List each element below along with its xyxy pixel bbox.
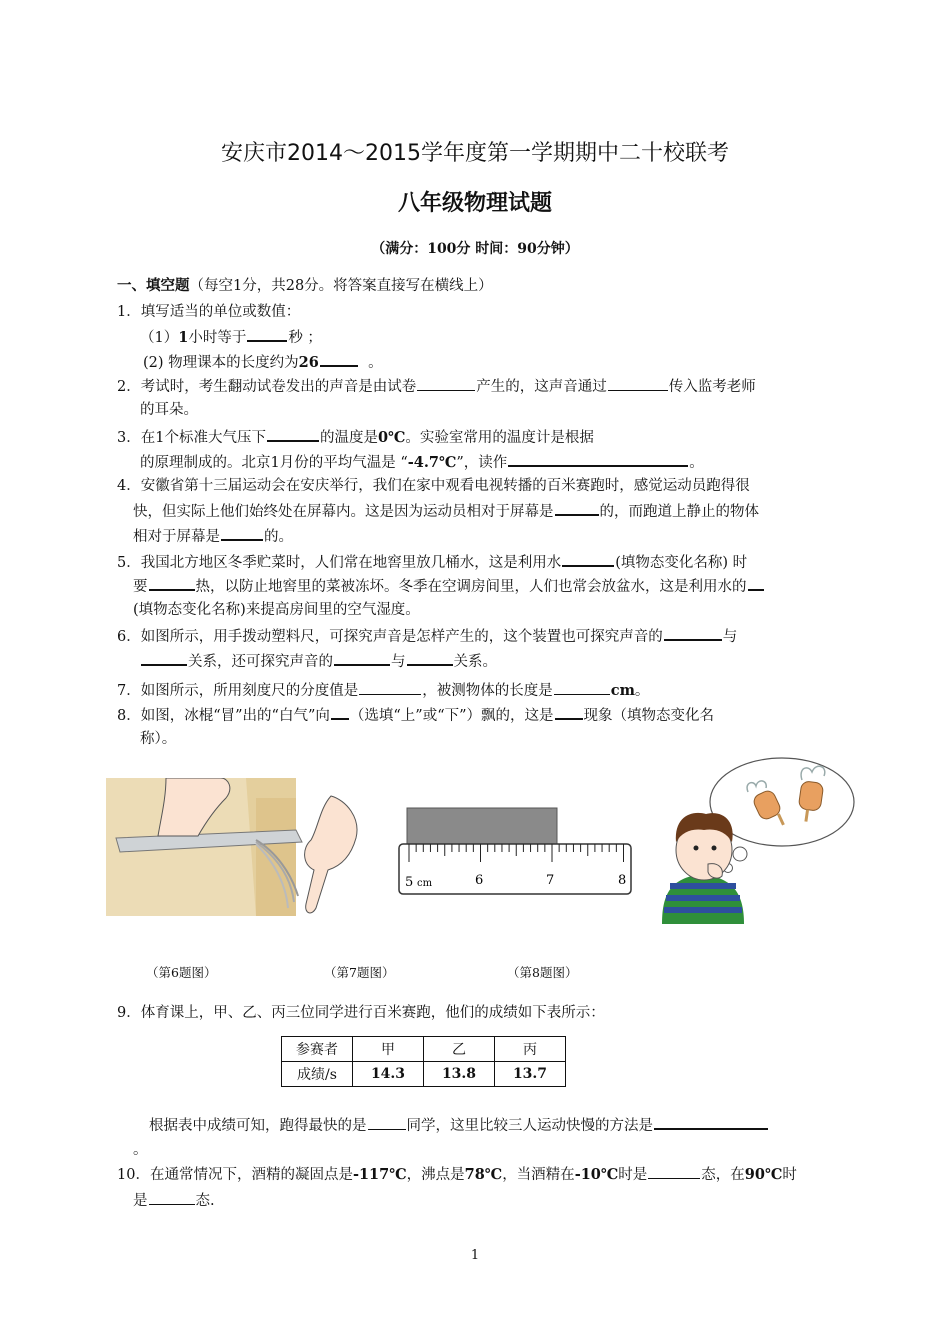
answer-blank[interactable] — [334, 650, 390, 666]
section-title: 一、填空题 — [117, 277, 190, 294]
q4-text-a: 快，但实际上他们始终处在屏幕内。这是因为运动员相对于屏幕是 — [133, 504, 554, 520]
answer-blank[interactable] — [149, 1190, 195, 1205]
q5-text-c: 要 — [133, 579, 148, 595]
q5-text-a: 5．我国北方地区冬季贮菜时，人们常在地窖里放几桶水，这是利用水 — [117, 555, 562, 571]
q4-text-d: 的。 — [264, 529, 293, 545]
q9-stem: 9．体育课上，甲、乙、丙三位同学进行百米赛跑，他们的成绩如下表所示： — [117, 1005, 605, 1021]
exam-info: （满分：100分 时间：90分钟） — [371, 241, 579, 257]
q2-text-c: 传入监考老师 — [668, 379, 756, 395]
q10-line1 — [117, 1164, 797, 1185]
tick-label-6: 6 — [475, 873, 484, 888]
table-cell: 13.8 — [424, 1062, 495, 1087]
q10-temp-a: -10℃ — [574, 1166, 619, 1183]
table-cell: 14.3 — [353, 1062, 424, 1087]
q1-part2 — [143, 351, 383, 373]
table-header-cell: 甲 — [353, 1037, 424, 1062]
table-header-cell: 参赛者 — [282, 1037, 353, 1062]
q7-tail: 。 — [634, 683, 650, 699]
q8-line2: 称）。 — [140, 731, 177, 747]
figure-6-ruler-table — [106, 778, 374, 920]
q10-temp-b: 90℃ — [744, 1166, 783, 1183]
q3-tail: 。 — [689, 455, 704, 471]
q6-text-c: 关系，还可探究声音的 — [188, 654, 333, 670]
q4-text-c: 相对于屏幕是 — [133, 529, 220, 545]
q3-line1 — [117, 426, 594, 448]
q6-line2 — [140, 650, 497, 672]
q4-line1: 4．安徽省第十三届运动会在安庆举行，我们在家中观看电视转播的百米赛跑时，感觉运动员跑得很 — [117, 478, 750, 494]
answer-blank[interactable] — [648, 1164, 700, 1179]
q1-p1-text: 小时等于 — [188, 330, 247, 346]
q3-line2 — [140, 451, 704, 473]
q4-line2 — [133, 500, 759, 522]
q3-text-d: 。实验室常用的温度计是根据 — [405, 430, 594, 446]
answer-blank[interactable] — [331, 704, 349, 720]
q10-text-h: 态，在 — [701, 1167, 745, 1183]
score-table — [281, 1036, 566, 1087]
answer-blank[interactable] — [664, 625, 722, 641]
q8-text-a: 8．如图，冰棍“冒”出的“白气”向 — [117, 708, 330, 724]
q9-text-b: 同学，这里比较三人运动快慢的方法是 — [406, 1118, 653, 1134]
tick-label-cm: cm — [417, 878, 433, 889]
figure-7-measuring-ruler — [391, 806, 637, 898]
q1-p2-val: 26 — [298, 354, 319, 371]
q2-line2: 的耳朵。 — [140, 402, 198, 418]
tick-label-5: 5 — [405, 875, 414, 890]
q3-val: 0℃ — [377, 429, 406, 446]
exam-subtitle: 八年级物理试题 — [397, 191, 552, 216]
q3-text-f: ”，读作 — [456, 455, 508, 471]
q6-text-d: 与 — [391, 654, 406, 670]
answer-blank[interactable] — [748, 575, 764, 591]
q2-text-b: 产生的，这声音通过 — [476, 379, 607, 395]
q3-temp: -4.7℃ — [407, 454, 457, 471]
answer-blank[interactable] — [555, 500, 599, 516]
answer-blank[interactable] — [508, 451, 688, 467]
q7-text-a: 7．如图所示，所用刻度尺的分度值是 — [117, 683, 359, 699]
table-row — [282, 1037, 566, 1062]
q3-text-b: 的温度是 — [319, 430, 378, 446]
q10-text-e: ，当酒精在 — [502, 1167, 575, 1183]
fig6-caption: （第6题图） — [146, 965, 217, 980]
answer-blank[interactable] — [554, 680, 610, 695]
q1-p1-num: （1） — [140, 330, 179, 346]
tick-label-7: 7 — [546, 873, 555, 888]
table-row — [282, 1062, 566, 1087]
answer-blank[interactable] — [320, 351, 358, 367]
answer-blank[interactable] — [407, 650, 453, 666]
section-heading — [117, 276, 493, 296]
answer-blank[interactable] — [654, 1114, 768, 1130]
q5-line3: (填物态变化名称)来提高房间里的空气湿度。 — [133, 602, 420, 618]
table-row-label: 成绩/s — [282, 1062, 353, 1087]
q8-text-b: （选填“上”或“下”）飘的，这是 — [349, 708, 554, 724]
q1-part1 — [140, 326, 322, 348]
q4-line3 — [133, 525, 293, 547]
answer-blank[interactable] — [368, 1115, 406, 1130]
q7-unit: cm — [610, 682, 635, 699]
q5-line2 — [133, 575, 765, 597]
q6-line1 — [117, 625, 737, 647]
q5-text-b: (填物态变化名称) 时 — [615, 555, 748, 571]
q7-text-b: ，被测物体的长度是 — [422, 683, 553, 699]
q10-boil-point: 78℃ — [464, 1166, 503, 1183]
answer-blank[interactable] — [267, 426, 319, 442]
ice-pop-icon — [798, 781, 824, 812]
q1-p2-text: (2) 物理课本的长度约为 — [143, 355, 299, 371]
table-header-cell: 乙 — [424, 1037, 495, 1062]
q9-text-a: 根据表中成绩可知，跑得最快的是 — [149, 1118, 367, 1134]
q1-p1-tail: 秒 ； — [288, 330, 322, 346]
answer-blank[interactable] — [221, 525, 263, 541]
q10-text-c: ，沸点是 — [406, 1167, 465, 1183]
tick-label-8: 8 — [618, 873, 627, 888]
exam-title: 安庆市2014～2015学年度第一学期期中二十校联考 — [221, 141, 729, 166]
q6-text-e: 关系。 — [453, 654, 497, 670]
q10-text-g: 时是 — [618, 1167, 648, 1183]
page-number: 1 — [470, 1248, 480, 1263]
strumming-hand — [305, 796, 357, 913]
q10-text-l: 态. — [195, 1193, 215, 1209]
figure-8-boy-ice-pops — [652, 752, 862, 924]
answer-blank[interactable] — [417, 376, 475, 391]
q4-text-b: 的，而跑道上静止的物体 — [599, 504, 759, 520]
q6-text-a: 6．如图所示，用手拨动塑料尺，可探究声音是怎样产生的，这个装置也可探究声音的 — [117, 629, 663, 645]
q2-line1 — [117, 376, 756, 397]
q8-line1 — [117, 704, 714, 726]
table-header-cell: 丙 — [495, 1037, 566, 1062]
q3-text-e: 的原理制成的。北京1月份的平均气温是 “ — [140, 455, 408, 471]
q7-line1 — [117, 680, 649, 701]
q9-line2: 。 — [133, 1142, 148, 1158]
q5-line1 — [117, 551, 747, 573]
q1-p2-tail: 。 — [368, 355, 383, 371]
answer-blank[interactable] — [608, 376, 668, 391]
measured-object — [407, 808, 557, 844]
q2-text-a: 2．考试时，考生翻动试卷发出的声音是由试卷 — [117, 379, 417, 395]
fig8-caption: （第8题图） — [507, 965, 578, 980]
q10-text-k: 是 — [133, 1193, 148, 1209]
scale-ruler — [399, 844, 631, 894]
q10-line2 — [133, 1190, 215, 1211]
q8-text-c: 现象（填物态变化名 — [583, 708, 715, 724]
answer-blank[interactable] — [359, 680, 421, 695]
q9-line1 — [149, 1114, 769, 1136]
q1-stem: 1．填写适当的单位或数值： — [117, 304, 301, 320]
answer-blank[interactable] — [247, 326, 287, 342]
answer-blank[interactable] — [149, 575, 195, 591]
q10-text-a: 10．在通常情况下，酒精的凝固点是 — [117, 1167, 353, 1183]
table-cell: 13.7 — [495, 1062, 566, 1087]
q5-text-d: 热，以防止地窖里的菜被冻坏。冬季在空调房间里，人们也常会放盆水，这是利用水的 — [195, 579, 747, 595]
q6-text-b: 与 — [722, 629, 738, 645]
fig7-caption: （第7题图） — [324, 965, 395, 980]
q10-freeze-point: -117℃ — [352, 1166, 407, 1183]
q10-text-j: 时 — [782, 1167, 797, 1183]
q1-p1-val: 1 — [178, 329, 189, 346]
answer-blank[interactable] — [562, 551, 614, 567]
q3-text-a: 3．在1个标准大气压下 — [117, 430, 266, 446]
answer-blank[interactable] — [555, 704, 583, 720]
section-note: （每空1分，共28分。将答案直接写在横线上） — [189, 278, 493, 294]
answer-blank[interactable] — [141, 650, 187, 666]
